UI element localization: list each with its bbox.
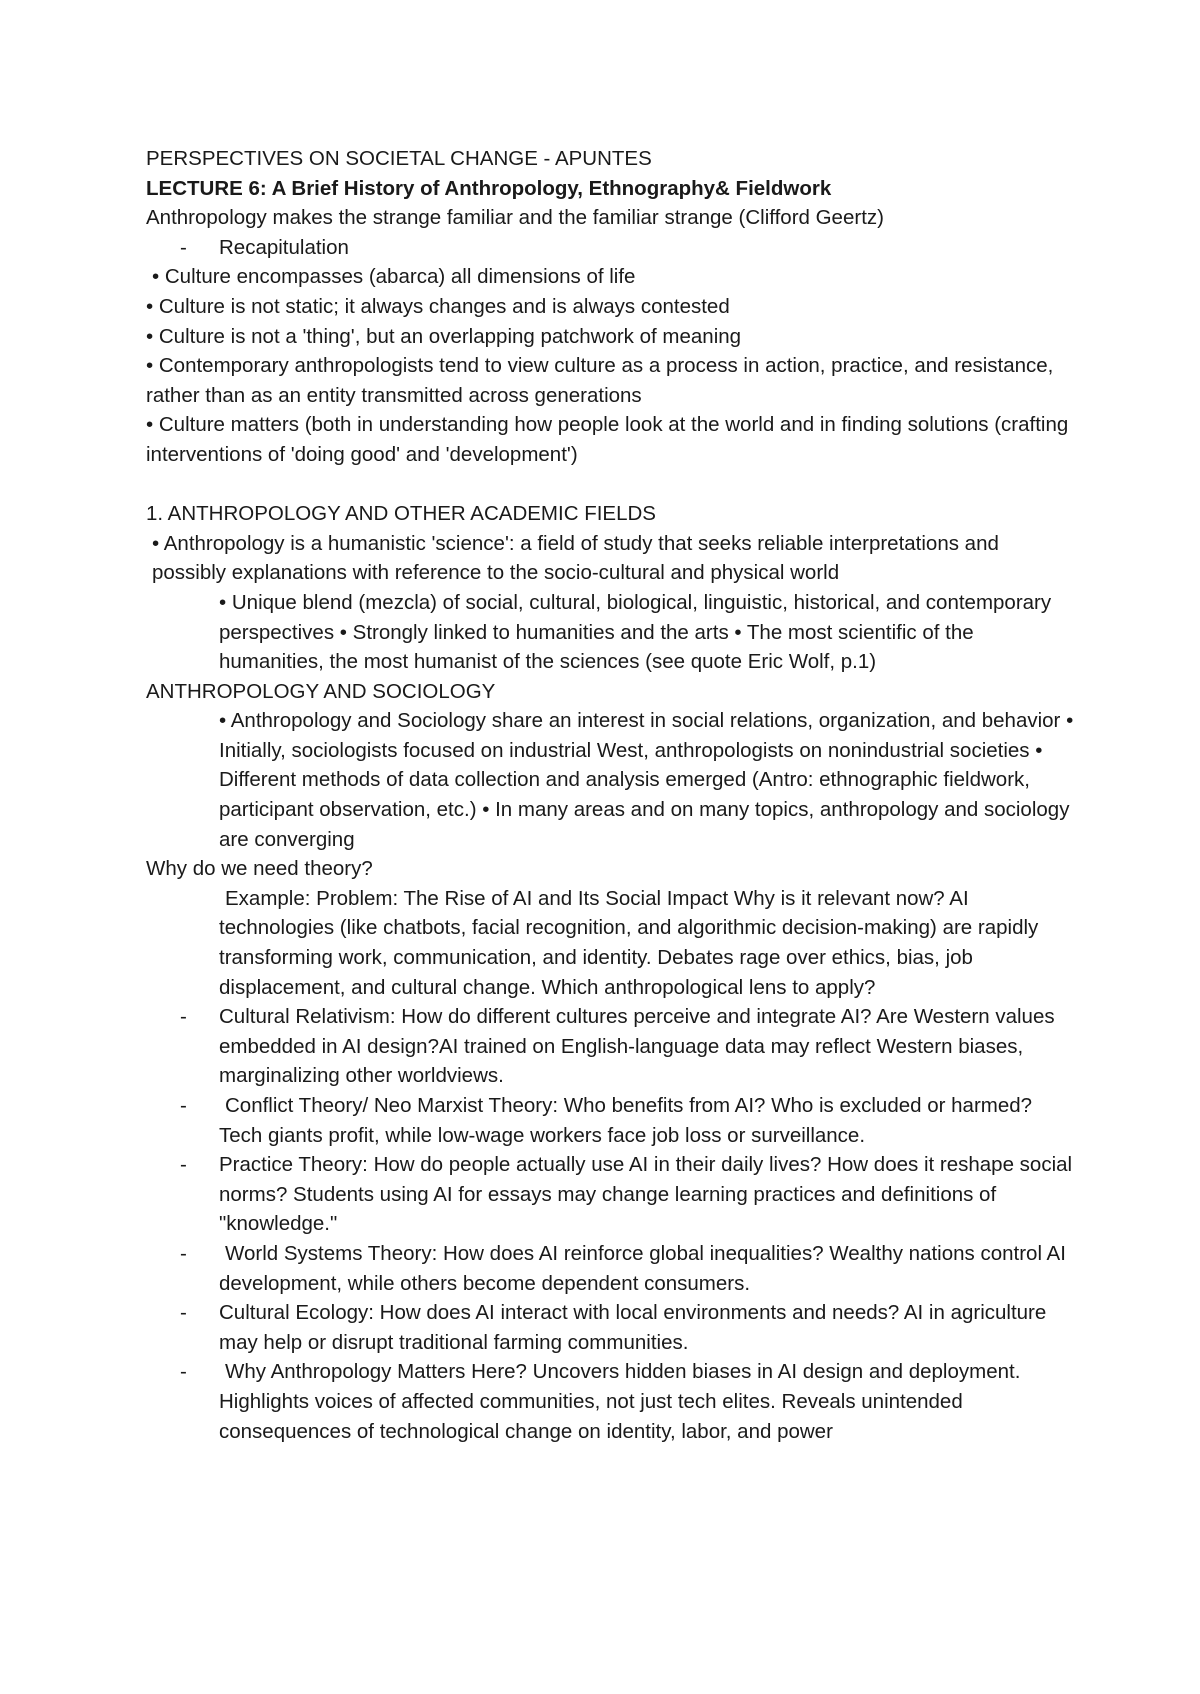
recap-bullet: • Culture matters (both in understanding how people look at the world and in finding solutions (crafting interventions of 'doing good' and 'development') [146,413,1069,466]
dash-bullet: - [180,1005,187,1029]
dash-bullet: - [180,1301,187,1325]
section-heading: 1. ANTHROPOLOGY AND OTHER ACADEMIC FIELDS [146,502,656,526]
theory-item [146,1239,1076,1298]
document-title: PERSPECTIVES ON SOCIETAL CHANGE - APUNTES [146,147,652,170]
document-body [146,144,1076,1446]
recap-bullet: • Culture encompasses (abarca) all dimensions of life [152,265,636,289]
recap-bullet: • Culture is not static; it always changes and is always contested [146,294,730,318]
theory-item [146,1150,1076,1239]
dash-bullet: - [180,235,187,259]
indented-paragraph: • Anthropology and Sociology share an interest in social relations, organization, and behavior • Initially, sociologists focused on industrial West, anthropologists on nonindustrial societies • Different methods of data collection and analysis emerged (Antro: ethnographic fieldwork, participant observation, etc.) • In many areas and on many topics, anthropology and sociology are converging [219,709,1074,851]
theory-item-text: Cultural Ecology: How does AI interact with local environments and needs? AI in agriculture may help or disrupt traditional farming communities. [219,1301,1047,1354]
recap-bullet: • Culture is not a 'thing', but an overlapping patchwork of meaning [146,324,742,348]
recap-item [146,233,1076,263]
dash-bullet: - [180,1094,187,1117]
theory-item-text: Practice Theory: How do people actually use AI in their daily lives? How does it reshape social norms? Students using AI for essays may change learning practices and definitions of "knowledge." [219,1153,1073,1236]
recap-label: Recapitulation [219,235,349,259]
section-intro: • Anthropology is a humanistic 'science': a field of study that seeks reliable interpretations and possibly explanations with reference to the socio-cultural and physical world [152,531,999,585]
dash-bullet: - [180,1153,187,1177]
theory-item-text: Why Anthropology Matters Here? Uncovers hidden biases in AI design and deployment. Highlights voices of affected communities, not just tech elites. Reveals unintended consequences of technological change on identity, labor, and power [219,1360,1021,1443]
spacer [146,470,1076,500]
theory-heading: Why do we need theory? [146,857,373,881]
indented-paragraph: • Unique blend (mezcla) of social, cultural, biological, linguistic, historical, and contemporary perspectives • Strongly linked to humanities and the arts • The most scientific of the humanities, the most humanist of the sciences (see quote Eric Wolf, p.1) [219,590,1052,674]
example-paragraph [146,884,1076,1002]
recap-bullet: • Contemporary anthropologists tend to view culture as a process in action, practice, and resistance, rather than as an entity transmitted across generations [146,354,1054,407]
section-heading: ANTHROPOLOGY AND SOCIOLOGY [146,679,496,703]
theory-item-text: Conflict Theory/ Neo Marxist Theory: Who benefits from AI? Who is excluded or harmed? Tech giants profit, while low-wage workers face job loss or surveillance. [219,1094,1033,1147]
lecture-heading: LECTURE 6: A Brief History of Anthropology, Ethnography& Fieldwork [146,176,832,200]
dash-bullet: - [180,1360,187,1384]
theory-item-text: World Systems Theory: How does AI reinforce global inequalities? Wealthy nations control AI development, while others become dependent consumers. [219,1241,1066,1295]
example-text: Example: Problem: The Rise of AI and Its Social Impact Why is it relevant now? AI technologies (like chatbots, facial recognition, and algorithmic decision-making) are rapidly transforming work, communication, and identity. Debates rage over ethics, bias, job displacement, and cultural change. Which anthropological lens to apply? [219,886,1039,999]
theory-item [146,1002,1076,1091]
dash-bullet: - [180,1241,187,1265]
theory-item [146,1091,1076,1150]
geertz-quote: Anthropology makes the strange familiar and the familiar strange (Clifford Geertz) [146,206,884,230]
theory-item [146,1298,1076,1357]
theory-item [146,1357,1076,1446]
theory-item-text: Cultural Relativism: How do different cultures perceive and integrate AI? Are Western values embedded in AI design?AI trained on English-language data may reflect Western biases, marginalizing other worldviews. [219,1005,1055,1088]
